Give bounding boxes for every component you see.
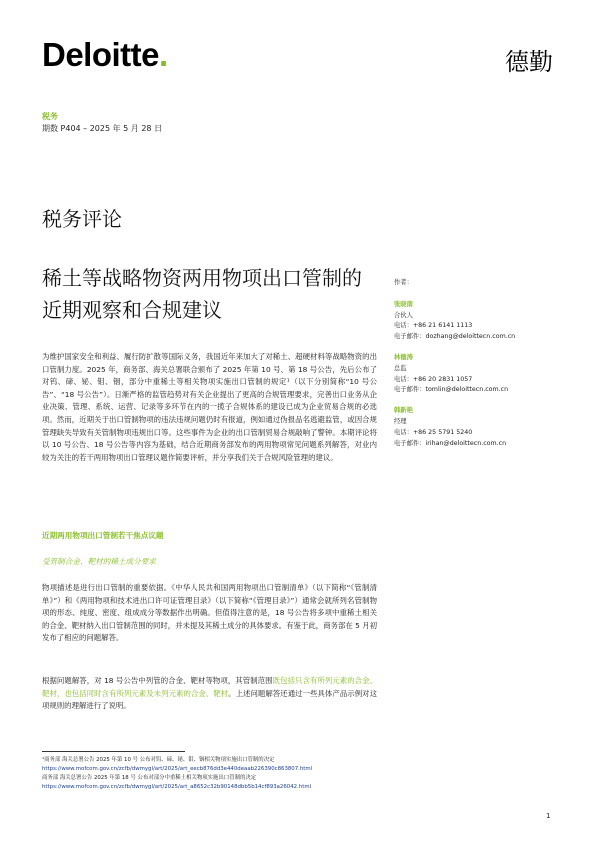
author-block [394,406,564,449]
para2-start: 根据问题解答，对 18 号公告中列管的合金、靶材等物项，其管制范围 [42,676,273,685]
logo-text: Deloitte [42,36,160,73]
logo-dot: . [159,36,168,73]
authors-heading: 作者： [394,279,413,286]
category-label: 税务 [42,112,58,121]
footnote-link-1[interactable]: https://www.mofcom.gov.cn/zcfb/dwmygl/art/2025/art_eecb876dd3e440deaab226390c863807.html [42,766,313,772]
subsection-heading: 近期两用物项出口管制若干焦点议题 [42,531,164,540]
logo-chinese: 德勤 [505,48,553,76]
author-block [394,353,564,396]
footnote-1: ¹商务部 海关总署公告 2025 年第 10 号 公布对钨、碲、铋、钼、铟相关物项实施出口管制的决定 [42,757,275,763]
author-title: 总监 [394,364,407,372]
author-phone: 电话：+86 20 2831 1057 [394,375,473,383]
author-email[interactable]: 电子邮件：irihan@deloittecn.com.cn [394,439,507,447]
author-phone: 电话：+86 21 6141 1113 [394,322,473,330]
author-title: 经理 [394,417,407,425]
section-title: 税务评论 [42,207,122,231]
footnotes [42,756,562,792]
intro-paragraph: 为维护国家安全和利益、履行防扩散等国际义务，我国近年来加大了对稀土、超硬材料等战略物资的出口管制力度。2025 年，商务部、海关总署联合颁布了 2025 年第 10 号、第 18 号公告，先后公布了对钨、碲、铋、钼、铟，部分中重稀土等相关物项实施出口管制的规定¹（以下分别简称“10 号公告”、“18 号公告”）。日渐严格的监管趋势对有关企业提出了更高的合规管理要求，完善出口业务从企业决策、管理、系统、运营、记录等多环节在内的一揽子合规体系的建设已成为企业贸易合规的必选项。然而，近期关于出口管制物项的违法违规问题仍时有报道，例如通过伪报品名逃避监管，或因合规管理缺失导致有关管制物项违规出口等。这些事件为企业的出口管制贸易合规敲响了警钟。本期评论将以 10 号公告、18 号公告等内容为基础，结合近期商务部发布的两用物项常见问题系列解答，对业内较为关注的若干两用物项出口管理议题作简要评析，并分享我们关于合规风险管理的建议。 [42,352,377,462]
article-title: 稀土等战略物资两用物项出口管制的近期观察和合规建议 [42,266,362,322]
para2-highlight: 既包括只含有所列元素的合金、靶材，也包括同时含有所列元素及未列元素的合金、靶材 [42,676,377,698]
authors-panel [394,278,564,459]
footnote-divider [42,751,185,752]
deloitte-logo [42,36,168,74]
author-email[interactable]: 电子邮件：dozhang@deloittecn.com.cn [394,333,516,341]
para2-end: 。上述问题解答还通过一些具体产品示例对这项规则的理解进行了说明。 [42,688,377,711]
author-name: 韩新艳 [394,407,413,415]
author-phone: 电话：+86 25 5791 5240 [394,428,473,436]
author-title: 合伙人 [394,311,413,319]
issue-date: 期数 P404 – 2025 年 5 月 28 日 [42,124,163,133]
footnote-link-2[interactable]: https://www.mofcom.gov.cn/zcfb/dwmygl/art/2025/art_a8652c32b90148dbb5b14cf893a26042.html [42,784,312,790]
footnote-2: 商务部 海关总署公告 2025 年第 18 号 公布对部分中重稀土相关物项实施出口管制的决定 [42,775,257,781]
page-number: 1 [546,812,551,820]
author-name: 张晓南 [394,300,413,308]
body-paragraph-2 [42,675,377,713]
author-block [394,300,564,343]
body-paragraph-1: 物项描述是进行出口管制的重要依据。《中华人民共和国两用物项出口管制清单》（以下简称“《管制清单》”）和《两用物项和技术进出口许可证管理目录》（以下简称“《管理目录》”）通常会就所列名管制物项的形态、纯度、密度、组成成分等数据作出明确。但值得注意的是，18 号公告将多项中重稀土相关的合金、靶材纳入出口管制范围的同时，并未提及其稀土成分的具体要求。有鉴于此，商务部在 5 月初发布了相应的问题解答。 [42,583,377,643]
author-name: 林德涛 [394,353,413,361]
author-email[interactable]: 电子邮件：tomlin@deloittecn.com.cn [394,386,509,394]
subsection-subheading: 受管制合金、靶材的稀土成分要求 [42,557,156,566]
